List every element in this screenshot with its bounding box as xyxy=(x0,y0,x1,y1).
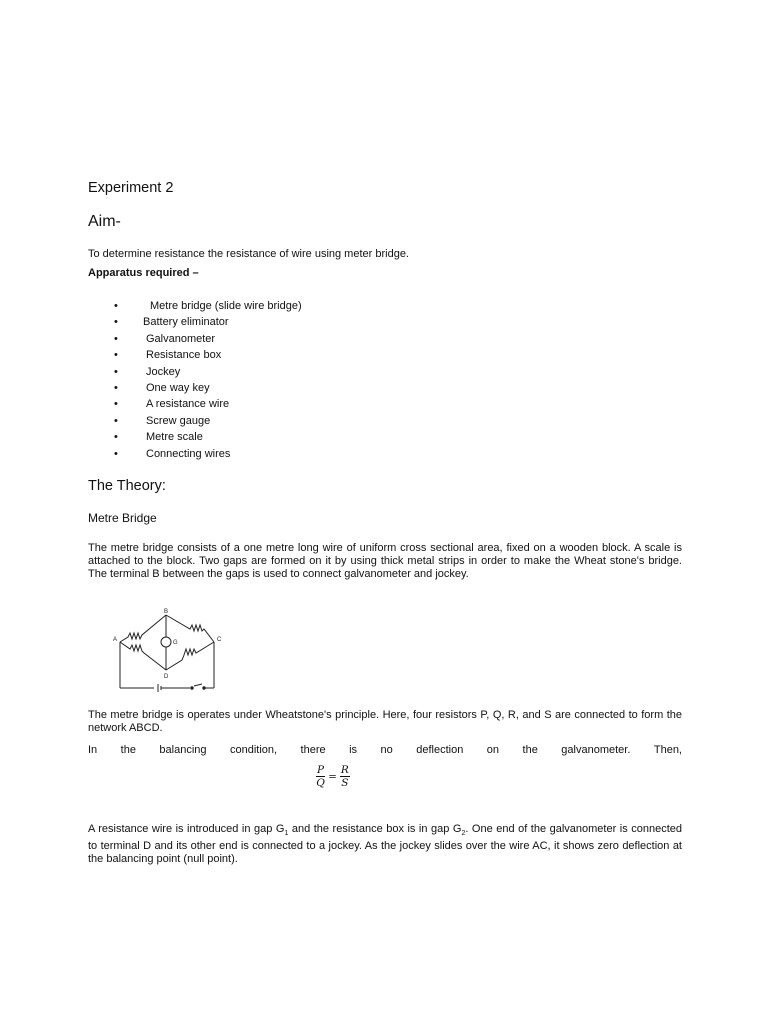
bullet-icon: • xyxy=(114,316,118,329)
bullet-icon: • xyxy=(114,365,118,378)
galvanometer-label: G xyxy=(173,640,178,646)
node-c-label: C xyxy=(217,637,222,643)
balancing-condition-line: In the balancing condition, there is no deflection on the galvanometer. Then, xyxy=(88,744,682,756)
aim-text: To determine resistance the resistance of wire using meter bridge. xyxy=(88,248,409,260)
bullet-icon: • xyxy=(114,381,118,394)
node-d-label: D xyxy=(164,674,169,680)
bullet-icon: • xyxy=(114,431,118,444)
resistor-q xyxy=(166,615,214,642)
node-b-label: B xyxy=(164,609,169,615)
bullet-icon: • xyxy=(114,414,118,427)
paragraph-procedure: A resistance wire is introduced in gap $G_1$ and the resistance box is in gap $G_2$. One end of the galvanometer is connected to terminal D and its other end is connected to a jockey. As the jockey slides over the wire AC, it shows zero deflection at the balancing point (null point). xyxy=(88,823,682,866)
bullet-icon: • xyxy=(114,398,118,411)
bullet-icon: • xyxy=(114,300,118,312)
apparatus-heading: Apparatus required – xyxy=(88,267,199,279)
document-page: Experiment 2 Aim- To determine resistance the resistance of wire using meter bridge. Apparatus required – • Metre bridge (slide wire bridge) • Battery eliminator • Galvanometer • Resistance box • Jockey • One way key • A resistance wire • Screw gauge • Metre scale • Connecting wires The Theory: Metre Bridge The metre bridge consists of a one metre long wire of uniform cross sectional area, fixed on a wooden block. A scale is attached to the block. Two gaps are formed on it by using thick metal strips in order to make the Wheat stone's bridge. The terminal B between the gaps is used to connect galvanometer and jockey. A B C D G The metre bridge is operates under Wheatstone's principle. Here, four resistors P, Q, R, and S are connected to form the network ABCD. In the balancing condition, there is no deflection on the galvanometer. Then, $\frac{P}{Q}$ = $\frac{R}{S}$ A resistance wire is introduced in gap $G_1$ and the resistance box is in gap $G_2$. One end of the galvanometer is connected to terminal D and its other end is connected to a jockey. As the jockey slides over the wire AC, it shows zero deflection at the balancing point (null point). xyxy=(88,180,682,866)
resistor-r xyxy=(120,642,166,670)
fraction-r-s: $\frac{R}{S}$ xyxy=(340,764,349,789)
theory-heading: The Theory: xyxy=(88,478,166,494)
metre-bridge-subheading: Metre Bridge xyxy=(88,511,157,525)
experiment-title: Experiment 2 xyxy=(88,180,174,196)
resistor-s xyxy=(166,642,214,670)
bullet-icon: • xyxy=(114,349,118,362)
resistor-p xyxy=(120,615,166,642)
balance-formula: $\frac{P}{Q}$ = $\frac{R}{S}$ xyxy=(316,764,349,789)
wheatstone-bridge-diagram xyxy=(110,608,236,694)
bullet-icon: • xyxy=(114,332,118,345)
aim-heading: Aim- xyxy=(88,213,121,230)
node-a-label: A xyxy=(113,637,118,643)
paragraph-principle: The metre bridge is operates under Wheatstone's principle. Here, four resistors P, Q, R, and S are connected to form the network ABCD. xyxy=(88,709,682,734)
galvanometer-icon xyxy=(161,637,171,647)
bullet-icon: • xyxy=(114,447,118,460)
paragraph-metre-bridge: The metre bridge consists of a one metre long wire of uniform cross sectional area, fixed on a wooden block. A scale is attached to the block. Two gaps are formed on it by using thick metal strips in order to make the Wheat stone's bridge. The terminal B between the gaps is used to connect galvanometer and jockey. xyxy=(88,542,682,580)
fraction-p-q: $\frac{P}{Q}$ xyxy=(316,764,325,789)
